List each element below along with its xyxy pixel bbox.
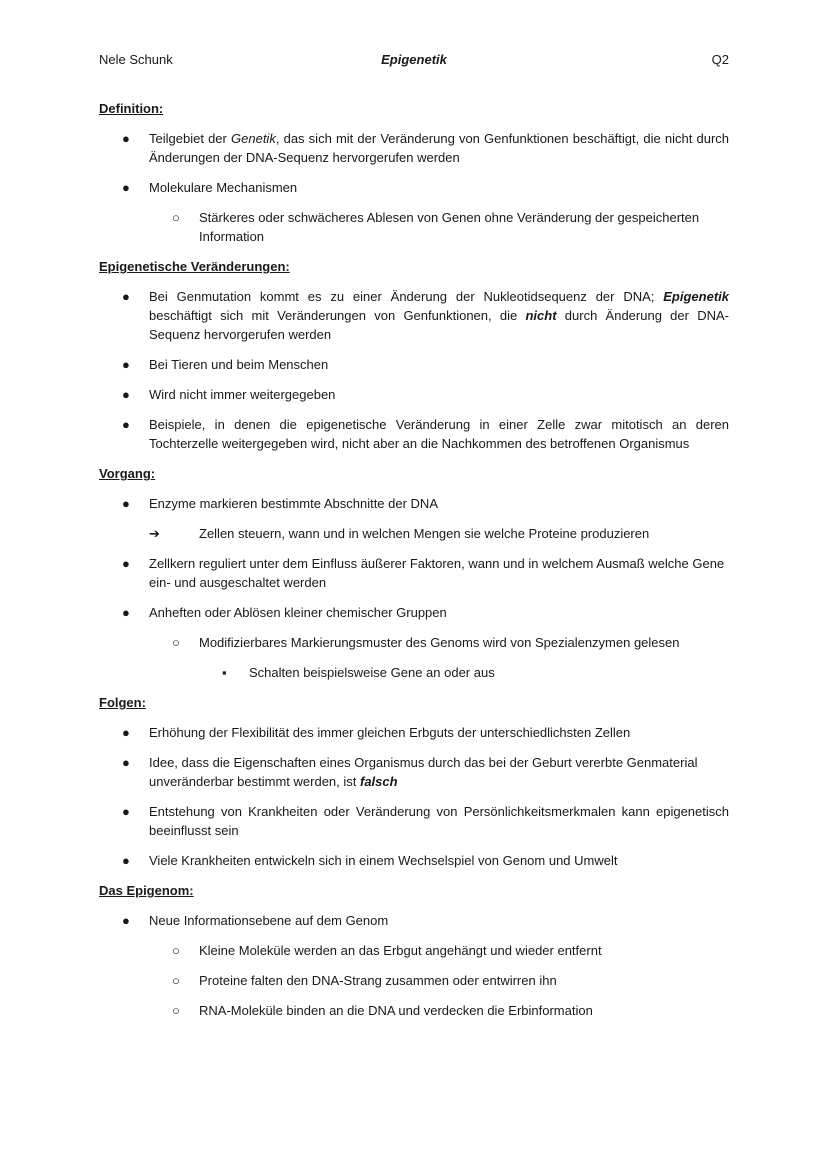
item-text: Anheften oder Ablösen kleiner chemischer Gruppen (149, 605, 447, 620)
list-item (99, 851, 729, 870)
list-item (99, 911, 729, 930)
square-bullet-icon: ▪ (222, 665, 227, 680)
bullet-icon: ● (122, 496, 130, 511)
circle-bullet-icon: ○ (172, 635, 180, 650)
page-title: Epigenetik (381, 52, 447, 67)
section-heading: Epigenetische Veränderungen: (99, 259, 290, 274)
bullet-icon: ● (122, 605, 130, 620)
item-text: Modifizierbares Markierungsmuster des Genoms wird von Spezialenzymen gelesen (199, 635, 680, 650)
list-item (99, 941, 729, 960)
list-item (99, 753, 729, 791)
bullet-icon: ● (122, 853, 130, 868)
list-item (99, 355, 729, 374)
section-heading: Folgen: (99, 695, 146, 710)
list-item (99, 971, 729, 990)
circle-bullet-icon: ○ (172, 210, 180, 225)
item-text: Schalten beispielsweise Gene an oder aus (249, 665, 495, 680)
section-definition (99, 99, 729, 246)
list-item (99, 178, 729, 197)
item-text: Kleine Moleküle werden an das Erbgut angehängt und wieder entfernt (199, 943, 602, 958)
list-item (99, 802, 729, 840)
list-item (99, 129, 729, 167)
item-text: Zellen steuern, wann und in welchen Mengen sie welche Proteine produzieren (199, 526, 650, 541)
bullet-icon: ● (122, 131, 130, 146)
section-heading: Vorgang: (99, 466, 156, 481)
section-process (99, 464, 729, 682)
list-item (99, 633, 729, 652)
list-item (99, 663, 729, 682)
section-consequences (99, 693, 729, 870)
list-item (99, 723, 729, 742)
bullet-icon: ● (122, 289, 130, 304)
item-text: Bei Genmutation kommt es zu einer Änderung der Nukleotidsequenz der DNA; Epigenetik beschäftigt sich mit Veränderungen von Genfunktionen, die nicht durch Änderung der DNA-Sequenz hervorgerufen werden (149, 289, 729, 342)
item-text: Teilgebiet der Genetik, das sich mit der Veränderung von Genfunktionen beschäftigt, die nicht durch Änderungen der DNA-Sequenz hervorgerufen werden (149, 131, 729, 165)
circle-bullet-icon: ○ (172, 1003, 180, 1018)
list-item (99, 524, 729, 543)
bullet-icon: ● (122, 755, 130, 770)
circle-bullet-icon: ○ (172, 973, 180, 988)
section-heading: Das Epigenom: (99, 883, 194, 898)
list-item (99, 603, 729, 622)
item-text: RNA-Moleküle binden an die DNA und verdecken die Erbinformation (199, 1003, 593, 1018)
bullet-icon: ● (122, 417, 130, 432)
list-item (99, 415, 729, 453)
item-text: Stärkeres oder schwächeres Ablesen von Genen ohne Veränderung der gespeicherten Information (199, 210, 700, 244)
item-text: Zellkern reguliert unter dem Einfluss äußerer Faktoren, wann und in welchem Ausmaß welche Gene ein- und ausgeschaltet werden (149, 556, 725, 590)
bullet-icon: ● (122, 804, 130, 819)
item-text: Enzyme markieren bestimmte Abschnitte der DNA (149, 496, 438, 511)
item-text: Wird nicht immer weitergegeben (149, 387, 336, 402)
page-header (99, 50, 729, 70)
item-text: Bei Tieren und beim Menschen (149, 357, 329, 372)
list-item (99, 1001, 729, 1020)
bullet-icon: ● (122, 913, 130, 928)
item-text: Erhöhung der Flexibilität des immer gleichen Erbguts der unterschiedlichsten Zellen (149, 725, 631, 740)
item-text: Beispiele, in denen die epigenetische Veränderung in einer Zelle zwar mitotisch an deren Tochterzelle weitergegeben wird, nicht aber an die Nachkommen des betroffenen Organismus (149, 417, 729, 451)
list-item (99, 287, 729, 344)
list-item (99, 385, 729, 404)
document-body (99, 99, 729, 1031)
section-epigenetic-changes (99, 257, 729, 453)
item-text: Proteine falten den DNA-Strang zusammen oder entwirren ihn (199, 973, 557, 988)
bullet-icon: ● (122, 725, 130, 740)
section-epigenome (99, 881, 729, 1020)
bullet-icon: ● (122, 357, 130, 372)
list-item (99, 554, 729, 592)
course-label: Q2 (711, 52, 729, 67)
item-text: Molekulare Mechanismen (149, 180, 298, 195)
circle-bullet-icon: ○ (172, 943, 180, 958)
author-name: Nele Schunk (99, 52, 173, 67)
bullet-icon: ● (122, 180, 130, 195)
item-text: Entstehung von Krankheiten oder Veränderung von Persönlichkeitsmerkmalen kann epigenetisch beeinflusst sein (149, 804, 729, 838)
arrow-right-icon: ➔ (149, 526, 160, 541)
item-text: Idee, dass die Eigenschaften eines Organismus durch das bei der Geburt vererbte Genmaterial unveränderbar bestimmt werden, ist falsch (149, 755, 698, 789)
bullet-icon: ● (122, 387, 130, 402)
list-item (99, 494, 729, 513)
section-heading: Definition: (99, 101, 164, 116)
item-text: Neue Informationsebene auf dem Genom (149, 913, 389, 928)
item-text: Viele Krankheiten entwickeln sich in einem Wechselspiel von Genom und Umwelt (149, 853, 618, 868)
list-item (99, 208, 729, 246)
bullet-icon: ● (122, 556, 130, 571)
